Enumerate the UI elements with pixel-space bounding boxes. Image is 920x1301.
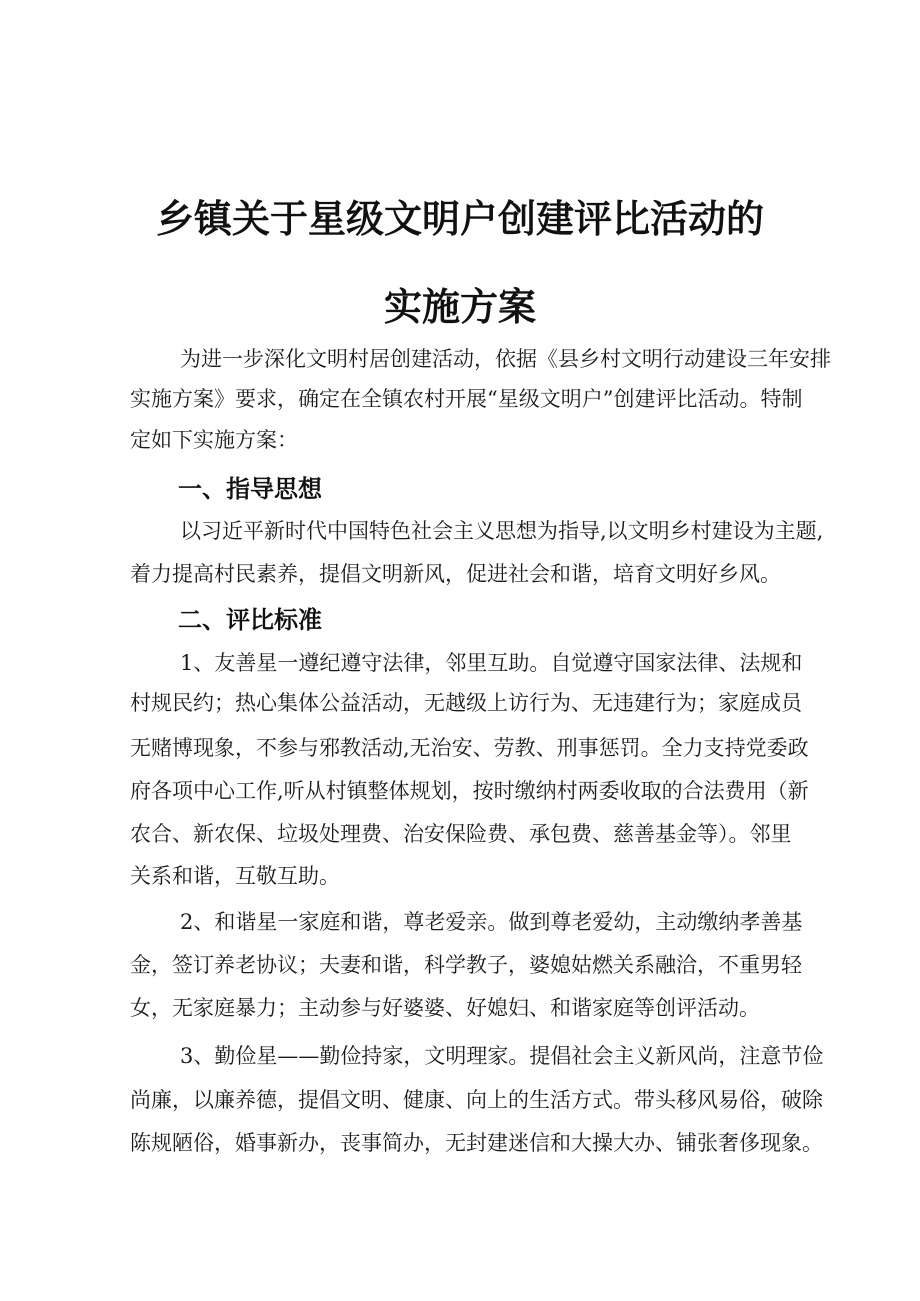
item1-line-5: 农合、新农保、垃圾处理费、治安保险费、承包费、慈善基金等）。邻里 xyxy=(130,822,792,846)
section1-line-1: 以习近平新时代中国特色社会主义思想为指导,以文明乡村建设为主题, xyxy=(180,519,824,543)
item1-line-3: 无赌博现象，不参与邪教活动,无治安、劳教、刑事惩罚。全力支持党委政 xyxy=(130,736,809,760)
item1-line-1: 1、友善星一遵纪遵守法律，邻里互助。自觉遵守国家法律、法规和 xyxy=(180,651,803,675)
item3-line-1: 3、勤俭星——勤俭持家，文明理家。提倡社会主义新风尚，注意节俭 xyxy=(180,1044,824,1068)
item3-line-2: 尚廉，以廉养德，提倡文明、健康、向上的生活方式。带头移风易俗，破除 xyxy=(130,1088,823,1112)
item2-line-1: 2、和谐星一家庭和谐，尊老爱亲。做到尊老爱幼，主动缴纳孝善基 xyxy=(180,910,803,934)
section1-heading: 一、指导思想 xyxy=(178,475,322,503)
item3-line-3: 陈规陋俗，婚事新办，丧事简办，无封建迷信和大操大办、铺张奢侈现象。 xyxy=(130,1131,823,1155)
document-title-line1: 乡镇关于星级文明户创建评比活动的 xyxy=(155,197,764,241)
section2-heading: 二、评比标准 xyxy=(178,606,322,634)
intro-line-2: 实施方案》要求，确定在全镇农村开展“星级文明户”创建评比活动。特制 xyxy=(130,387,803,411)
item2-line-3: 女，无家庭暴力；主动参与好婆婆、好媳妇、和谐家庭等创评活动。 xyxy=(130,996,760,1020)
item1-line-2: 村规民约；热心集体公益活动，无越级上访行为、无违建行为；家庭成员 xyxy=(130,691,802,715)
item1-line-6: 关系和谐，互敬互助。 xyxy=(130,864,340,888)
intro-line-1: 为进一步深化文明村居创建活动，依据《县乡村文明行动建设三年安排 xyxy=(180,347,831,371)
section1-line-2: 着力提高村民素养，提倡文明新风，促进社会和谐，培育文明好乡风。 xyxy=(130,562,781,586)
document-title-line2: 实施方案 xyxy=(383,285,536,329)
item2-line-2: 金，签订养老协议；夫妻和谐，科学教子，婆媳姑燃关系融洽，不重男轻 xyxy=(130,953,802,977)
intro-line-3: 定如下实施方案： xyxy=(130,428,298,452)
item1-line-4: 府各项中心工作,听从村镇整体规划，按时缴纳村两委收取的合法费用（新 xyxy=(130,779,809,803)
